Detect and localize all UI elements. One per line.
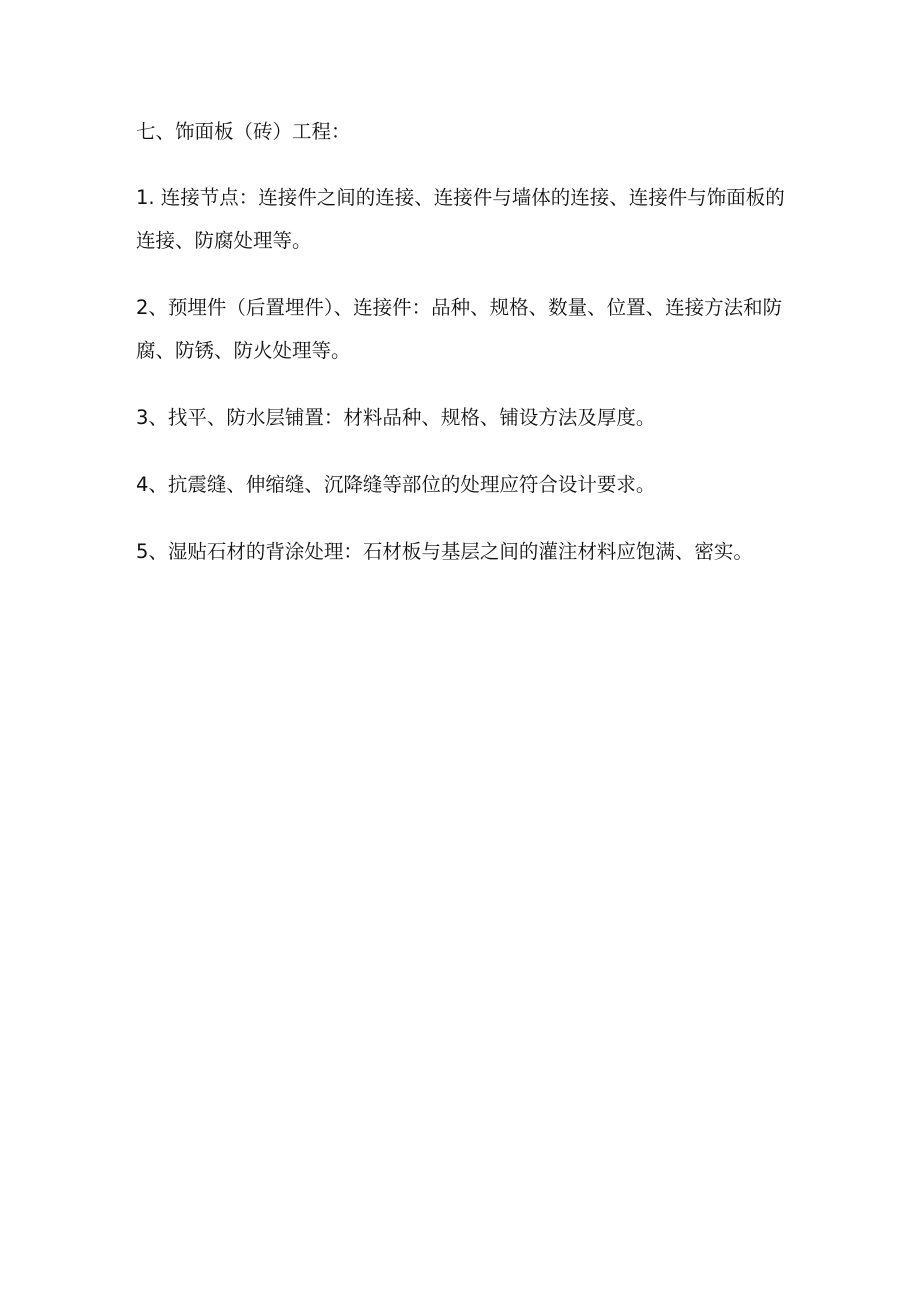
list-item-5: 5、湿贴石材的背涂处理：石材板与基层之间的灌注材料应饱满、密实。 [136,540,753,563]
list-item-1: 1. 连接节点：连接件之间的连接、连接件与墙体的连接、连接件与饰面板的连接、防腐处理等。 [136,186,785,252]
section-heading: 七、饰面板（砖）工程： [136,120,351,143]
document-body [136,116,786,597]
list-item-4: 4、抗震缝、伸缩缝、沉降缝等部位的处理应符合设计要求。 [136,473,656,496]
list-item-3: 3、找平、防水层铺置：材料品种、规格、铺设方法及厚度。 [136,406,656,429]
list-item-2: 2、预埋件（后置埋件）、连接件：品种、规格、数量、位置、连接方法和防腐、防锈、防火处理等。 [136,296,783,362]
